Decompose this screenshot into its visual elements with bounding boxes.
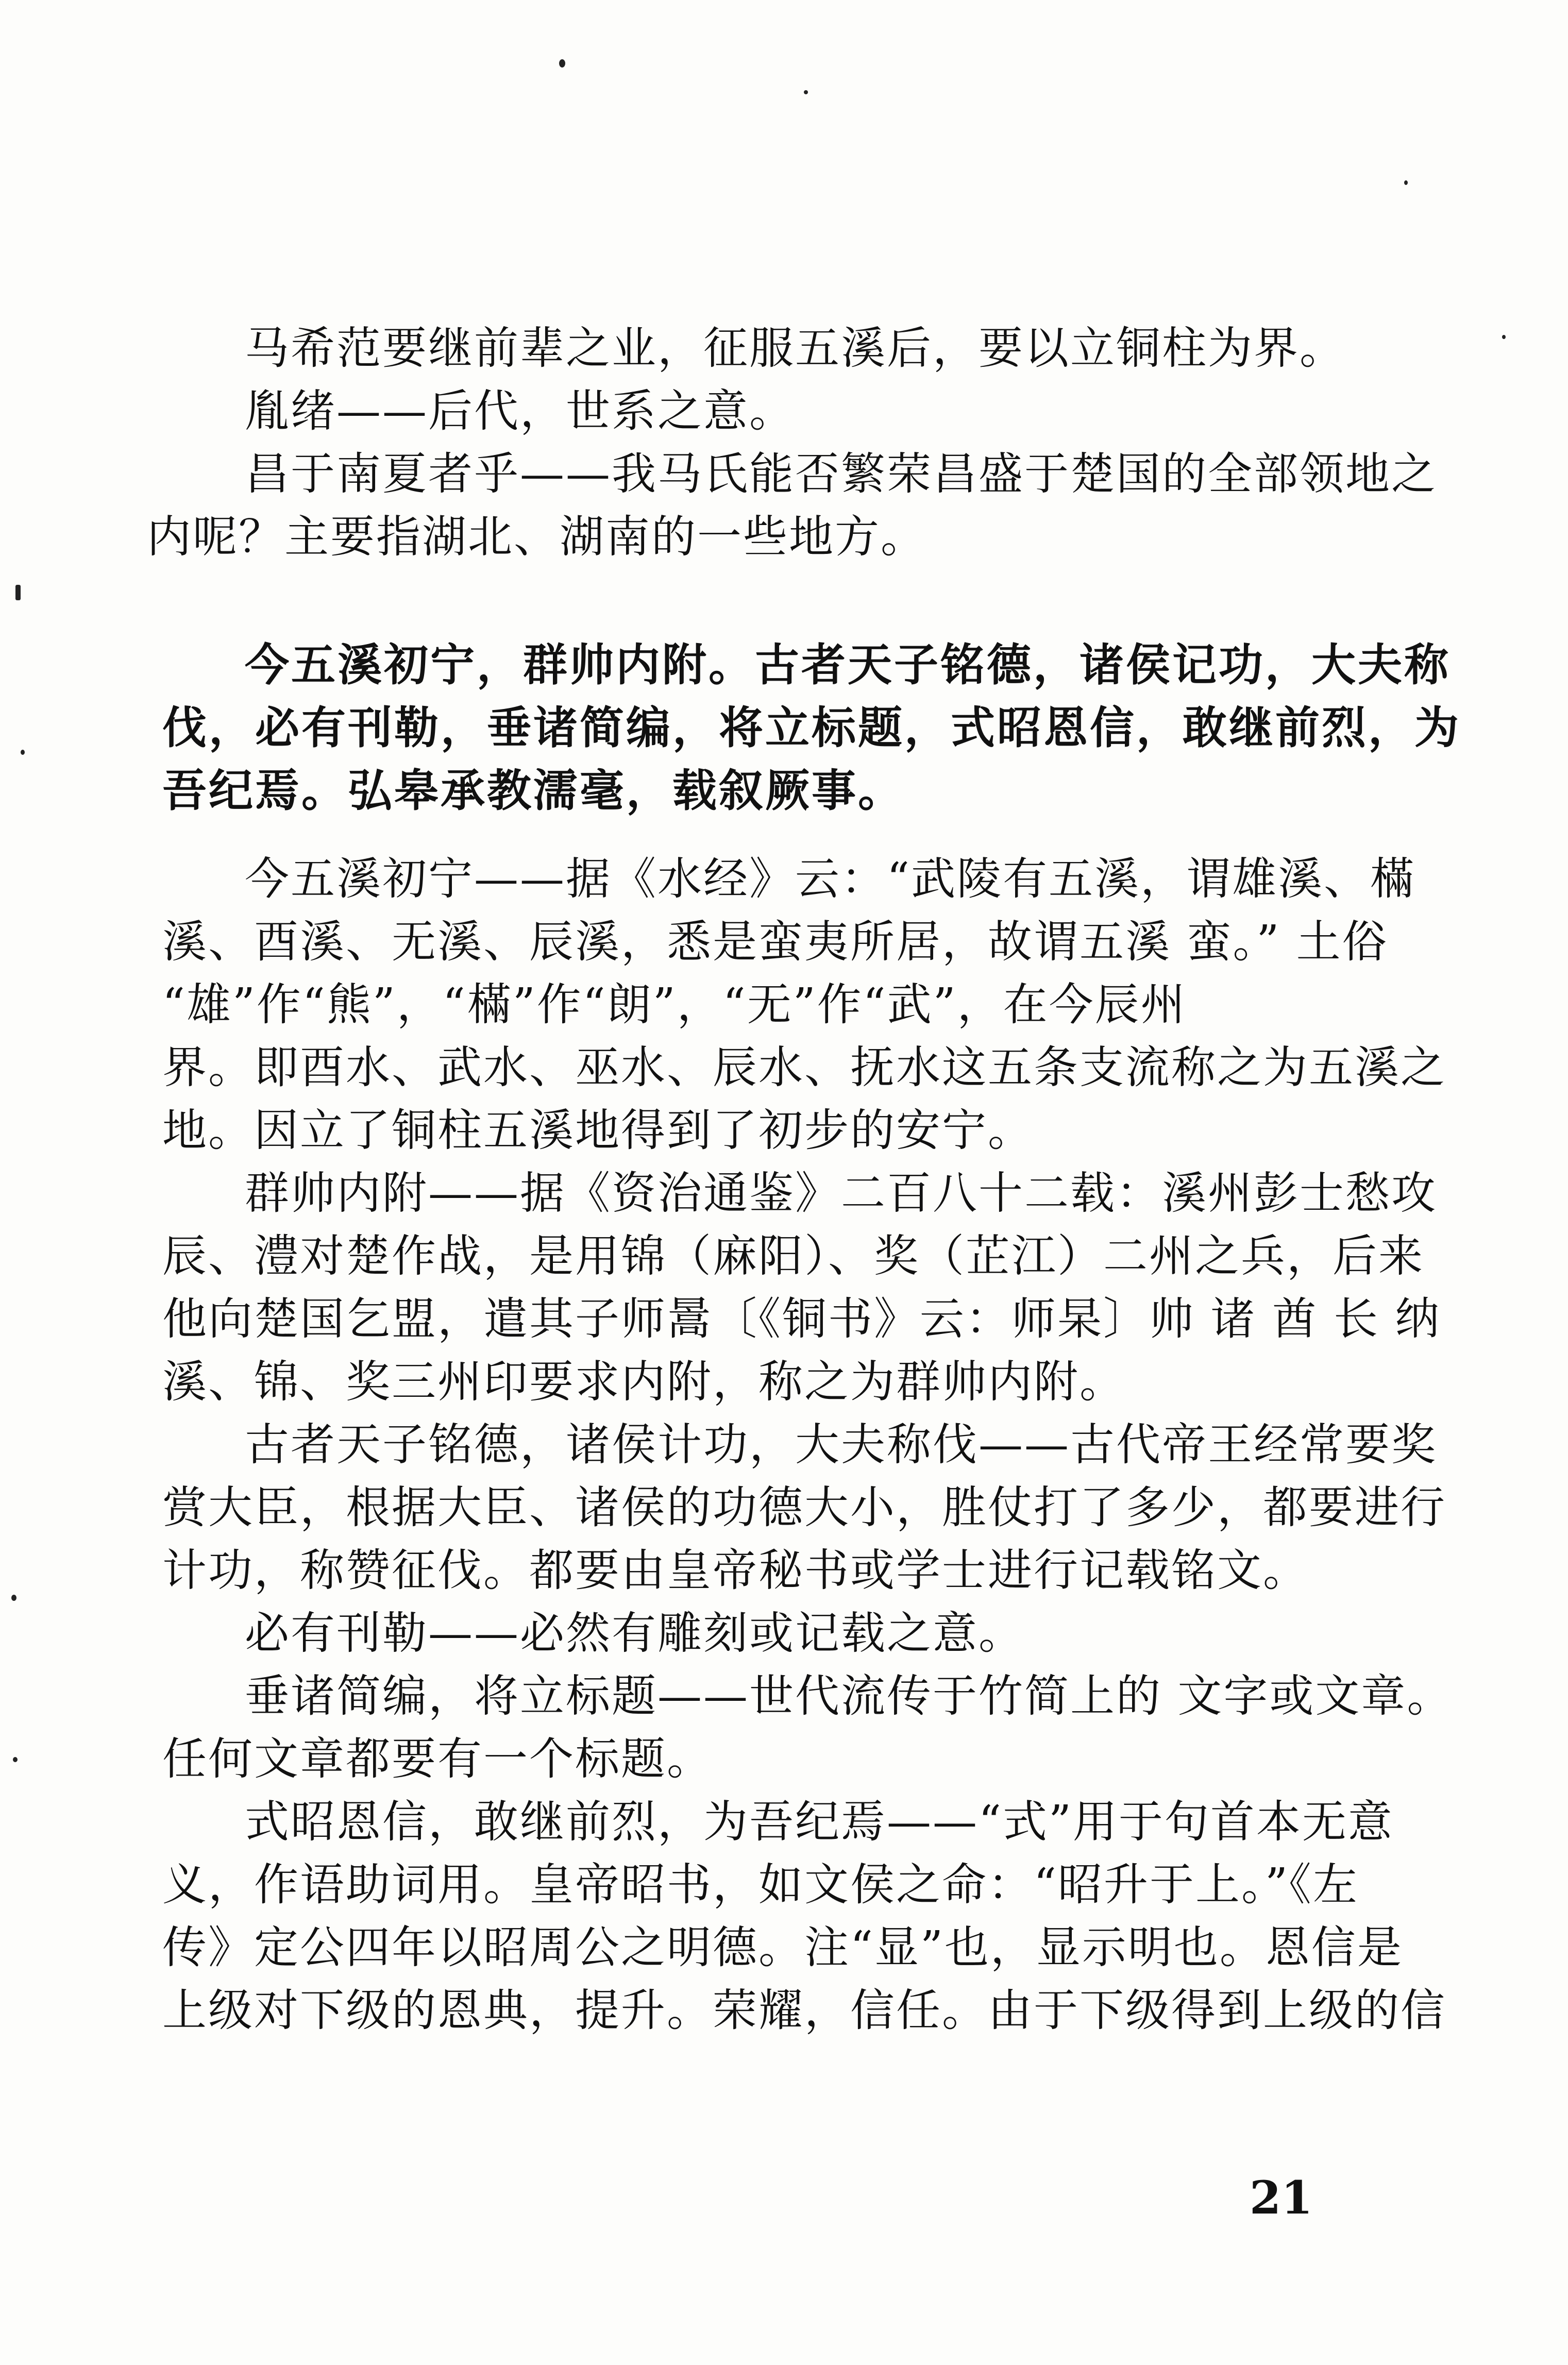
text-line: 他向楚国乞盟，遣其子师暠〔《铜书》云：师杲〕帅 诸 酋 长 纳	[162, 1293, 1441, 1345]
source-text-block	[162, 634, 1461, 822]
text-line: “雄”作“熊”，“樠”作“朗”，“无”作“武”，在今辰州	[162, 979, 1187, 1031]
annotation-block-2	[162, 848, 1453, 2042]
text-line: 义，作语助词用。皇帝昭书，如文侯之命：“昭升于上。”《左	[162, 1859, 1359, 1911]
scan-speck	[1404, 180, 1408, 185]
text-line: 胤绪——后代，世系之意。	[245, 385, 795, 437]
source-text-line: 今五溪初宁，群帅内附。古者天子铭德，诸侯记功，大夫称	[245, 639, 1451, 691]
text-line: 群帅内附——据《资治通鉴》二百八十二载：溪州彭士愁攻	[245, 1168, 1437, 1219]
text-line: 今五溪初宁——据《水经》云：“武陵有五溪，谓雄溪、樠	[245, 853, 1415, 905]
scan-speck	[13, 1757, 18, 1762]
text-line: 昌于南夏者乎——我马氏能否繁荣昌盛于楚国的全部领地之	[245, 448, 1437, 500]
text-line: 马希范要继前辈之业，征服五溪后，要以立铜柱为界。	[245, 323, 1345, 374]
text-line: 地。因立了铜柱五溪地得到了初步的安宁。	[162, 1105, 1034, 1156]
text-line: 赏大臣，根据大臣、诸侯的功德大小，胜仗打了多少，都要进行	[162, 1482, 1446, 1533]
text-line: 任何文章都要有一个标题。	[162, 1733, 713, 1785]
text-line: 界。即酉水、武水、巫水、辰水、抚水这五条支流称之为五溪之	[162, 1042, 1446, 1093]
text-line: 溪、锦、奖三州印要求内附，称之为群帅内附。	[162, 1356, 1125, 1408]
text-line: 古者天子铭德，诸侯计功，大夫称伐——古代帝王经常要奖	[245, 1419, 1437, 1471]
text-line: 辰、澧对楚作战，是用锦（麻阳）、奖（芷江）二州之兵，后来	[162, 1230, 1424, 1282]
text-line: 溪、酉溪、无溪、辰溪，悉是蛮夷所居，故谓五溪 蛮。” 土俗	[162, 916, 1388, 968]
annotation-block-1	[147, 317, 1437, 568]
text-line: 垂诸简编，将立标题——世代流传于竹简上的 文字或文章。	[245, 1670, 1453, 1722]
text-line: 传》定公四年以昭周公之明德。注“显”也，显示明也。恩信是	[162, 1922, 1403, 1973]
scan-speck	[1502, 335, 1506, 339]
scan-speck	[21, 750, 25, 755]
scan-speck	[15, 585, 21, 600]
scan-speck	[804, 90, 808, 94]
text-line: 必有刊勒——必然有雕刻或记载之意。	[245, 1608, 1024, 1659]
text-line: 计功，称赞征伐。都要由皇帝秘书或学士进行记载铭文。	[162, 1545, 1309, 1596]
source-text-line: 吾纪焉。弘皋承教濡毫，载叙厥事。	[162, 765, 904, 817]
text-line: 上级对下级的恩典，提升。荣耀，信任。由于下级得到上级的信	[162, 1985, 1446, 2036]
scan-speck	[11, 1595, 16, 1601]
scan-speck	[559, 59, 565, 67]
text-line: 式昭恩信，敢继前烈，为吾纪焉——“式”用于句首本无意	[245, 1796, 1394, 1848]
page-number: 21	[1250, 2171, 1313, 2224]
text-line: 内呢？主要指湖北、湖南的一些地方。	[147, 511, 926, 563]
source-text-line: 伐，必有刊勒，垂诸简编，将立标题，式昭恩信，敢继前烈，为	[162, 702, 1461, 754]
